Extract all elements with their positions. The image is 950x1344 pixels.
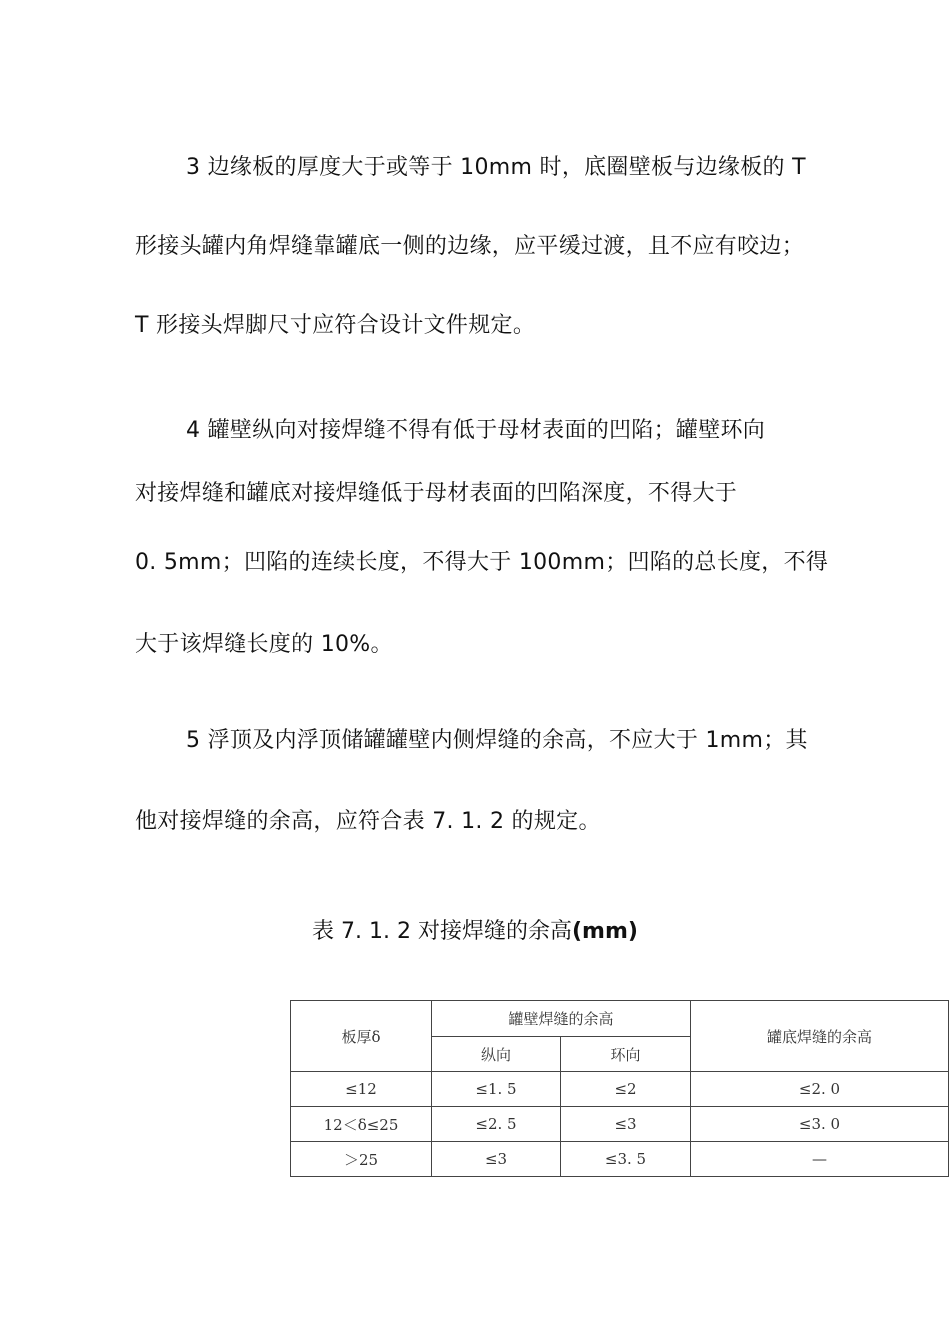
weld-reinforcement-table xyxy=(290,1000,948,1177)
header-circumferential: 环向 xyxy=(561,1037,691,1072)
paragraph-3-line-2: 形接头罐内角焊缝靠罐底一侧的边缘，应平缓过渡，且不应有咬边； xyxy=(135,234,805,259)
table-cell: — xyxy=(691,1142,949,1177)
header-longitudinal: 纵向 xyxy=(432,1037,561,1072)
paragraph-5-line-2: 他对接焊缝的余高，应符合表 7. 1. 2 的规定。 xyxy=(135,809,601,834)
paragraph-4-line-4: 大于该焊缝长度的 10%。 xyxy=(135,632,393,657)
table-header-row-1 xyxy=(291,1001,949,1037)
paragraph-4-line-3: 0. 5mm；凹陷的连续长度，不得大于 100mm；凹陷的总长度，不得 xyxy=(135,550,829,575)
table-row xyxy=(291,1107,949,1142)
table-cell: ≤2 xyxy=(561,1072,691,1107)
header-bottom: 罐底焊缝的余高 xyxy=(691,1001,949,1072)
table-row xyxy=(291,1142,949,1177)
header-thickness: 板厚δ xyxy=(291,1001,432,1072)
table-cell: ＞25 xyxy=(291,1142,432,1177)
paragraph-5-line-1: 5 浮顶及内浮顶储罐罐壁内侧焊缝的余高，不应大于 1mm；其 xyxy=(186,728,808,753)
table-cell: 12＜δ≤25 xyxy=(291,1107,432,1142)
table-cell: ≤12 xyxy=(291,1072,432,1107)
paragraph-4-line-2: 对接焊缝和罐底对接焊缝低于母材表面的凹陷深度，不得大于 xyxy=(135,481,738,506)
paragraph-3-line-1: 3 边缘板的厚度大于或等于 10mm 时，底圈壁板与边缘板的 T xyxy=(186,155,806,180)
table-row xyxy=(291,1072,949,1107)
table-cell: ≤2. 5 xyxy=(432,1107,561,1142)
table-cell: ≤3. 5 xyxy=(561,1142,691,1177)
table-caption-title: 表 7. 1. 2 对接焊缝的余高 xyxy=(312,919,572,944)
table-cell: ≤3 xyxy=(561,1107,691,1142)
paragraph-4-line-1: 4 罐壁纵向对接焊缝不得有低于母材表面的凹陷；罐壁环向 xyxy=(186,418,766,443)
table-cell: ≤2. 0 xyxy=(691,1072,949,1107)
table-caption xyxy=(0,918,950,946)
header-wall-group: 罐壁焊缝的余高 xyxy=(432,1001,691,1037)
paragraph-3-line-3: T 形接头焊脚尺寸应符合设计文件规定。 xyxy=(135,313,536,338)
table-cell: ≤3 xyxy=(432,1142,561,1177)
table-cell: ≤3. 0 xyxy=(691,1107,949,1142)
table-caption-unit: (mm) xyxy=(571,919,638,944)
table-cell: ≤1. 5 xyxy=(432,1072,561,1107)
